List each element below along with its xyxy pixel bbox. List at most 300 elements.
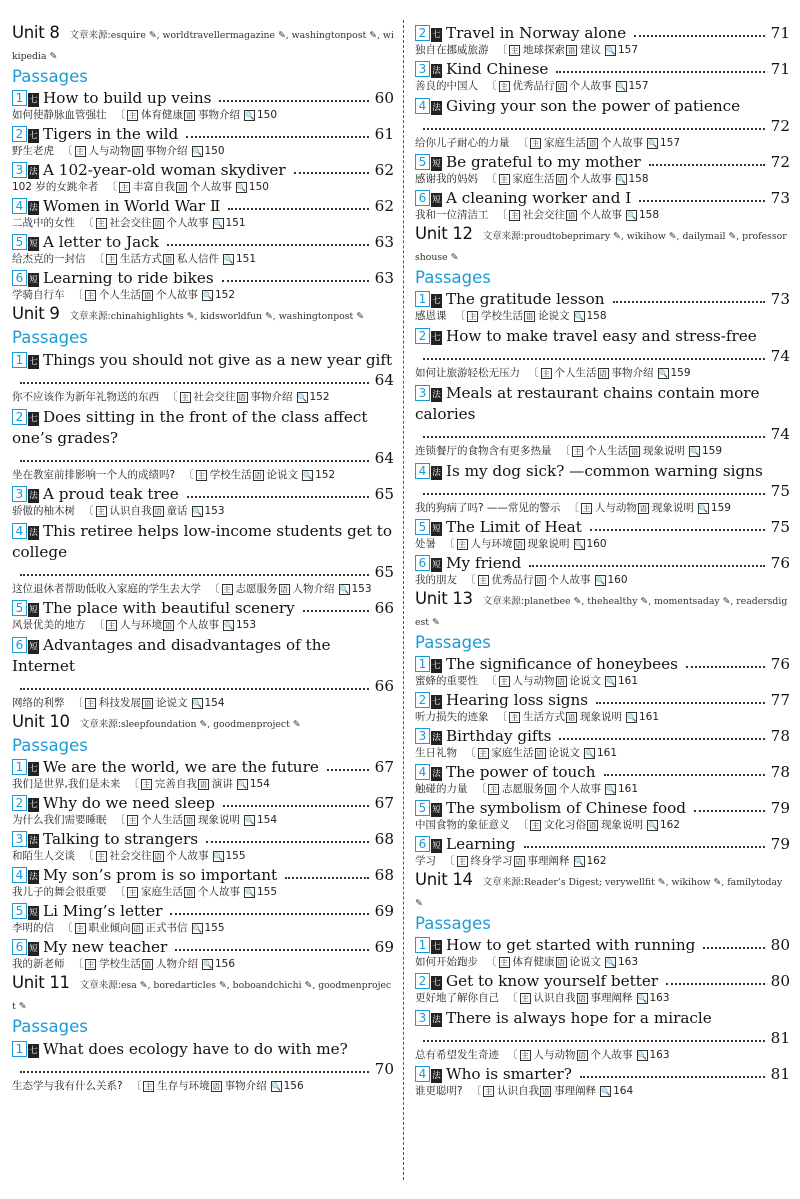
passage-entry[interactable]: [12, 866, 394, 900]
search-icon[interactable]: 🔍: [627, 713, 637, 722]
search-icon[interactable]: 🔍: [245, 888, 255, 897]
passage-type-badge: 七: [29, 357, 38, 367]
passage-entry[interactable]: [12, 89, 394, 123]
genre: 建议: [580, 44, 601, 56]
unit-header: [12, 305, 394, 326]
topic-tag-icon: 主: [128, 111, 137, 120]
search-icon[interactable]: 🔍: [339, 585, 349, 594]
passage-number: 6: [12, 637, 27, 653]
search-icon[interactable]: 🔍: [601, 1087, 611, 1096]
search-icon[interactable]: 🔍: [237, 780, 248, 789]
topic: 生存与环境: [157, 1080, 210, 1092]
search-icon[interactable]: 🔍: [690, 447, 700, 456]
search-icon[interactable]: 🔍: [271, 1082, 281, 1091]
genre-tag-icon: 语: [588, 139, 597, 148]
passage-title-wrap: [12, 197, 220, 215]
bracket: 〔: [454, 310, 465, 322]
chinese-title: 这位退休者帮助低收入家庭的学生去大学: [12, 583, 201, 595]
passage-entry[interactable]: [415, 60, 790, 94]
passage-type-badge: 七: [29, 800, 38, 810]
passage-entry[interactable]: [12, 485, 394, 519]
topic: 科技发展: [99, 697, 141, 709]
passage-entry[interactable]: [415, 383, 790, 459]
passage-entry[interactable]: [12, 407, 394, 483]
passage-number: 3: [12, 486, 27, 502]
answer-page-ref: 157: [628, 80, 649, 92]
chinese-title: 更好地了解你自己: [415, 992, 499, 1004]
topic-tag-icon: 主: [510, 713, 519, 722]
unit-header: [12, 713, 394, 734]
passage-title-wrap: [12, 866, 277, 884]
passage-meta: [12, 812, 394, 828]
topic-tag-icon: 主: [97, 219, 105, 228]
passage-type-badge: 短: [29, 275, 38, 285]
bracket: 〔: [62, 145, 73, 157]
chinese-title: 我的朋友: [415, 574, 457, 586]
passage-title-wrap: [415, 1065, 572, 1083]
passage-meta: [12, 287, 394, 303]
search-icon[interactable]: 🔍: [192, 699, 202, 708]
passage-title-wrap: [12, 794, 215, 812]
bracket: 〔: [486, 956, 497, 968]
page-number: 70: [374, 1060, 394, 1078]
search-icon[interactable]: 🔍: [245, 816, 255, 825]
genre: 论说文: [569, 956, 601, 968]
search-icon[interactable]: 🔍: [297, 393, 307, 402]
page-number: 67: [374, 758, 394, 776]
passage-title: Get to know yourself better: [446, 972, 659, 990]
bracket: 〔: [465, 747, 476, 759]
passages-heading: Passages: [12, 1017, 88, 1036]
genre-tag-icon: 语: [154, 219, 162, 228]
chinese-title: 蜜蜂的重要性: [415, 675, 478, 687]
passage-entry[interactable]: [415, 1065, 790, 1099]
passage-entry[interactable]: [12, 938, 394, 972]
search-icon[interactable]: 🔍: [574, 857, 584, 866]
topic: 生活方式: [523, 711, 565, 723]
passage-title-wrap: [12, 599, 295, 617]
chinese-title: 给你儿子耐心的力量: [415, 137, 510, 149]
search-icon[interactable]: 🔍: [648, 821, 658, 830]
passage-entry[interactable]: [415, 763, 790, 797]
passage-title-wrap: [12, 269, 214, 287]
passage-title: A proud teak tree: [43, 485, 179, 503]
search-icon[interactable]: 🔍: [606, 958, 616, 967]
passage-entry[interactable]: [12, 521, 394, 597]
topic-tag-icon: 主: [484, 1087, 493, 1096]
passage-type-badge: 法: [29, 491, 38, 501]
genre: 个人故事: [548, 574, 591, 586]
chinese-title: 触碰的力量: [415, 783, 468, 795]
leader-dots: [20, 460, 369, 462]
passage-number: 3: [415, 385, 430, 401]
genre-tag-icon: 语: [639, 504, 648, 513]
leader-dots: [222, 280, 369, 282]
page-number: 74: [770, 425, 790, 443]
genre: 人物介绍: [156, 958, 198, 970]
passage-type-badge: 法: [29, 836, 38, 846]
leader-dots: [327, 769, 369, 771]
passage-entry[interactable]: [12, 269, 394, 303]
passages-heading: Passages: [12, 328, 88, 347]
passage-type-badge: 七: [29, 131, 38, 141]
leader-dots: [694, 810, 765, 812]
chinese-title: 感恩课: [415, 310, 447, 322]
topic: 个人生活: [586, 445, 628, 457]
page-ref-row: [12, 677, 394, 695]
search-icon[interactable]: 🔍: [648, 139, 658, 148]
search-icon[interactable]: 🔍: [637, 994, 647, 1003]
passage-entry[interactable]: [415, 727, 790, 761]
chinese-title: 我的新老师: [12, 958, 65, 970]
answer-page-ref: 156: [283, 1080, 304, 1092]
passage-title-line: [12, 350, 394, 371]
passage-entry[interactable]: [12, 830, 394, 864]
passage-entry[interactable]: [415, 972, 790, 1006]
passage-entry[interactable]: [12, 599, 394, 633]
passage-entry[interactable]: [415, 24, 790, 58]
passage-type-badge: 七: [29, 95, 38, 105]
genre: 现象说明: [580, 711, 622, 723]
passage-title: Meals at restaurant chains contain more calories: [415, 384, 760, 423]
column-divider: [403, 20, 404, 1180]
left-column: [12, 22, 394, 1094]
chinese-title: 我儿子的舞会很重要: [12, 886, 107, 898]
leader-dots: [423, 358, 765, 360]
page-number: 71: [770, 60, 790, 78]
answer-page-ref: 163: [649, 992, 670, 1004]
bracket: 〔: [470, 1085, 482, 1097]
search-icon[interactable]: 🔍: [213, 852, 223, 861]
leader-dots: [170, 913, 368, 915]
leader-dots: [556, 71, 764, 73]
search-icon[interactable]: 🔍: [606, 46, 616, 55]
chinese-title: 坐在教室前排影响一个人的成绩吗?: [12, 469, 176, 481]
passage-title-wrap: [12, 161, 286, 179]
passage-type-badge: 七: [432, 296, 441, 306]
bracket: 〔: [72, 289, 83, 301]
genre-tag-icon: 语: [199, 780, 208, 789]
page-number: 80: [770, 936, 790, 954]
topic: 学校生活: [209, 469, 252, 481]
passage-number: 5: [415, 800, 430, 816]
topic: 认识自我: [497, 1085, 540, 1097]
passage-entry[interactable]: [12, 233, 394, 267]
answer-page-ref: 152: [315, 469, 336, 481]
passage-title-line: [415, 24, 790, 42]
search-icon[interactable]: 🔍: [574, 312, 584, 321]
passage-entry[interactable]: [415, 799, 790, 833]
passage-number: 6: [415, 555, 430, 571]
genre-tag-icon: 语: [164, 621, 173, 630]
topic: 完善自我: [154, 778, 197, 790]
topic-tag-icon: 主: [181, 393, 189, 402]
genre: 论说文: [548, 747, 580, 759]
topic-tag-icon: 主: [531, 139, 540, 148]
topic-tag-icon: 主: [500, 677, 508, 686]
search-icon[interactable]: 🔍: [616, 82, 626, 91]
passage-entry[interactable]: [415, 189, 790, 223]
topic-tag-icon: 主: [458, 857, 466, 866]
passage-entry[interactable]: [415, 691, 790, 725]
passage-type-badge: 七: [29, 1046, 38, 1056]
search-icon[interactable]: 🔍: [585, 749, 595, 758]
passage-title-wrap: [415, 835, 516, 853]
source-list: sleepfoundation ✎, goodmenproject ✎: [120, 719, 301, 730]
search-icon[interactable]: 🔍: [606, 677, 616, 686]
passage-number: 4: [415, 98, 430, 114]
passage-number: 1: [415, 937, 430, 953]
bracket: 〔: [114, 814, 125, 826]
passage-entry[interactable]: [12, 635, 394, 711]
bracket: 〔: [517, 819, 528, 831]
unit-title: Unit 12: [415, 224, 473, 243]
genre: 事物介绍: [224, 1080, 267, 1092]
passage-type-badge: 法: [432, 66, 441, 76]
topic-tag-icon: 主: [500, 82, 508, 91]
page-number: 81: [770, 1065, 790, 1083]
passage-entry[interactable]: [415, 326, 790, 381]
genre: 私人信件: [177, 253, 219, 265]
topic: 家庭生活: [544, 137, 586, 149]
answer-page-ref: 153: [351, 583, 372, 595]
passage-entry[interactable]: [415, 290, 790, 324]
search-icon[interactable]: 🔍: [224, 255, 234, 264]
source-label: 文章来源:: [482, 596, 524, 607]
passages-heading: Passages: [415, 914, 491, 933]
passage-title-wrap: [415, 24, 626, 42]
genre-tag-icon: 语: [541, 1087, 550, 1096]
topic-tag-icon: 主: [479, 576, 487, 585]
bracket: 〔: [209, 583, 220, 595]
search-icon[interactable]: 🔍: [203, 960, 213, 969]
unit-header: [415, 590, 790, 631]
passage-title-line: [415, 153, 790, 171]
passage-entry[interactable]: [415, 936, 790, 970]
page-number: 73: [770, 189, 790, 207]
page-number: 73: [770, 290, 790, 308]
search-icon[interactable]: 🔍: [213, 219, 223, 228]
passage-title-wrap: [415, 554, 521, 572]
search-icon[interactable]: 🔍: [303, 471, 313, 480]
passage-title-line: [415, 835, 790, 853]
bracket: 〔: [507, 992, 518, 1004]
genre: 论说文: [569, 675, 601, 687]
search-icon[interactable]: 🔍: [224, 621, 234, 630]
passage-title: Advantages and disadvantages of the Internet: [12, 636, 331, 675]
chinese-title: 风景优美的地方: [12, 619, 86, 631]
passage-type-badge: 七: [432, 333, 441, 343]
search-icon[interactable]: 🔍: [236, 183, 247, 192]
bracket: 〔: [496, 209, 507, 221]
genre-tag-icon: 语: [557, 175, 565, 184]
passage-type-badge: 法: [29, 167, 38, 177]
leader-dots: [590, 529, 765, 531]
answer-page-ref: 152: [309, 391, 330, 403]
passage-type-badge: 短: [29, 239, 38, 249]
passage-entry[interactable]: [415, 554, 790, 588]
search-icon[interactable]: 🔍: [203, 291, 213, 300]
passage-entry[interactable]: [415, 96, 790, 151]
passage-title-wrap: [415, 655, 678, 673]
bracket: 〔: [496, 44, 507, 56]
passage-title-wrap: [415, 727, 551, 745]
genre-tag-icon: 语: [185, 111, 194, 120]
leader-dots: [423, 1040, 765, 1042]
search-icon[interactable]: 🔍: [192, 924, 202, 933]
passage-title-line: [415, 518, 790, 536]
genre-tag-icon: 语: [143, 960, 152, 969]
search-icon[interactable]: 🔍: [595, 576, 605, 585]
passage-entry[interactable]: [415, 1008, 790, 1063]
passage-title-wrap: [12, 125, 178, 143]
passage-title-wrap: [415, 290, 605, 308]
passage-entry[interactable]: [12, 794, 394, 828]
passage-entry[interactable]: [415, 835, 790, 869]
bracket: 〔: [183, 469, 194, 481]
passage-entry[interactable]: [12, 758, 394, 792]
search-icon[interactable]: 🔍: [192, 147, 202, 156]
answer-page-ref: 153: [204, 505, 225, 517]
passage-entry[interactable]: [12, 1039, 394, 1094]
page-number: 64: [374, 449, 394, 467]
page-number: 62: [374, 197, 394, 215]
passage-number: 6: [415, 836, 430, 852]
passage-meta: [415, 308, 790, 324]
bracket: 〔: [444, 538, 455, 550]
chinese-title: 学习: [415, 855, 436, 867]
passage-number: 4: [12, 867, 27, 883]
topic: 生活方式: [120, 253, 162, 265]
topic: 认识自我: [109, 505, 152, 517]
genre-tag-icon: 语: [578, 994, 586, 1003]
passage-meta: [12, 467, 394, 483]
topic-tag-icon: 主: [86, 960, 95, 969]
passage-entry[interactable]: [12, 125, 394, 159]
passage-number: 4: [12, 523, 27, 539]
genre: 现象说明: [601, 819, 643, 831]
unit-header: [12, 974, 394, 1015]
leader-dots: [666, 983, 765, 985]
leader-dots: [285, 877, 369, 879]
page-number: 76: [770, 655, 790, 673]
passage-title-wrap: [12, 89, 211, 107]
topic-tag-icon: 主: [531, 821, 540, 830]
passage-meta: [12, 884, 394, 900]
genre: 现象说明: [643, 445, 685, 457]
unit-section: [415, 225, 790, 588]
topic-tag-icon: 主: [97, 507, 105, 516]
passage-title: Li Ming’s letter: [43, 902, 163, 920]
chinese-title: 102 岁的女跳伞者: [12, 181, 99, 193]
search-icon[interactable]: 🔍: [574, 540, 584, 549]
genre: 现象说明: [651, 502, 694, 514]
search-icon[interactable]: 🔍: [637, 1051, 647, 1060]
passage-title-line: [415, 1065, 790, 1083]
passage-entry[interactable]: [12, 197, 394, 231]
genre: 事物介绍: [198, 109, 240, 121]
passage-title-wrap: [415, 763, 596, 781]
passage-title-line: [415, 727, 790, 745]
search-icon[interactable]: 🔍: [616, 175, 626, 184]
search-icon[interactable]: 🔍: [606, 785, 616, 794]
chinese-title: 给杰克的一封信: [12, 253, 86, 265]
passage-title-wrap: [415, 936, 695, 954]
genre: 个人故事: [166, 217, 209, 229]
passage-title-line: [415, 60, 790, 78]
genre-tag-icon: 语: [254, 471, 262, 480]
passage-title-line: [12, 758, 394, 776]
passage-number: 2: [415, 328, 430, 344]
passage-title-line: [415, 383, 790, 425]
search-icon[interactable]: 🔍: [192, 507, 202, 516]
answer-page-ref: 150: [257, 109, 278, 121]
page-ref-row: [415, 425, 790, 443]
passage-title-line: [12, 89, 394, 107]
passage-meta: [12, 215, 394, 231]
passage-meta: [12, 143, 394, 159]
passage-meta: [415, 709, 790, 725]
passage-type-badge: 短: [29, 944, 38, 954]
search-icon[interactable]: 🔍: [698, 504, 709, 513]
passage-title-line: [12, 599, 394, 617]
bracket: 〔: [128, 778, 139, 790]
passage-entry[interactable]: [415, 461, 790, 516]
passage-type-badge: 七: [432, 661, 441, 671]
passage-title-line: [12, 233, 394, 251]
passage-title: What does ecology have to do with me?: [43, 1040, 348, 1058]
passage-number: 6: [415, 190, 430, 206]
passage-title-line: [12, 866, 394, 884]
search-icon[interactable]: 🔍: [658, 369, 668, 378]
genre-tag-icon: 语: [536, 749, 544, 758]
passage-title: This retiree helps low-income students get to college: [12, 522, 393, 561]
answer-page-ref: 150: [204, 145, 225, 157]
passage-entry[interactable]: [12, 350, 394, 405]
page-number: 78: [770, 727, 790, 745]
passage-meta: [12, 179, 394, 195]
passage-title-line: [415, 799, 790, 817]
passage-entry[interactable]: [12, 161, 394, 195]
genre: 童话: [166, 505, 188, 517]
passage-meta: [12, 503, 394, 519]
unit-title: Unit 9: [12, 304, 60, 323]
chinese-title: 如何让旅游轻松无压力: [415, 367, 520, 379]
search-icon[interactable]: 🔍: [245, 111, 255, 120]
page-number: 66: [374, 677, 394, 695]
bracket: 〔: [114, 886, 125, 898]
page-number: 74: [770, 347, 790, 365]
passage-entry[interactable]: [415, 655, 790, 689]
answer-page-ref: 153: [236, 619, 257, 631]
search-icon[interactable]: 🔍: [627, 211, 637, 220]
genre-tag-icon: 语: [164, 255, 173, 264]
passage-type-badge: 法: [432, 103, 441, 113]
genre-tag-icon: 语: [557, 677, 565, 686]
unit-header: [12, 24, 394, 65]
passage-title: My son’s prom is so important: [43, 866, 278, 884]
passage-entry[interactable]: [415, 153, 790, 187]
passage-meta: [415, 853, 790, 869]
passage-meta: [415, 171, 790, 187]
genre: 现象说明: [198, 814, 240, 826]
passage-title-wrap: [415, 691, 588, 709]
passages-heading: Passages: [415, 268, 491, 287]
passage-number: 4: [415, 1066, 430, 1082]
passage-entry[interactable]: [12, 902, 394, 936]
leader-dots: [206, 841, 369, 843]
passage-entry[interactable]: [415, 518, 790, 552]
